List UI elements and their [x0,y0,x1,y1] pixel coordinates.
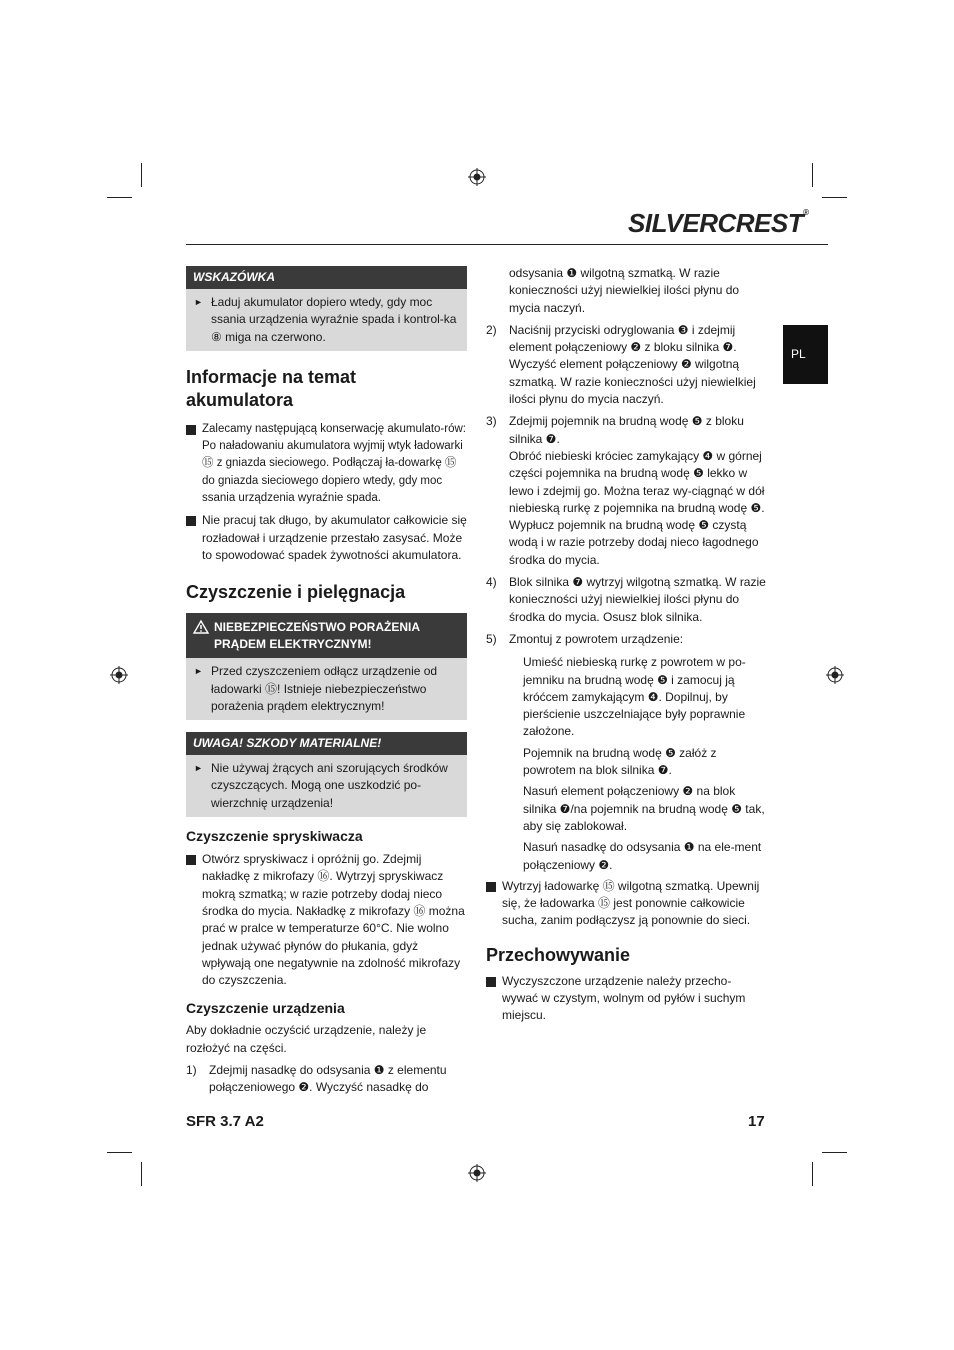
hint-box [186,266,467,351]
step-number: 3) [486,414,497,429]
danger-box [186,613,467,720]
section-title-storage: Przechowywanie [486,944,631,965]
crop-mark [822,1152,847,1153]
danger-title-row [186,613,467,658]
square-bullet-icon [186,516,196,526]
step3-text-a: Zdejmij pojemnik na brudną wodę ❺ z bloku silnika ❼. [509,414,744,446]
footer-model: SFR 3.7 A2 [186,1113,264,1130]
arrow-bullet-icon: ► [194,763,203,774]
step4-text: Blok silnika ❼ wytrzyj wilgotną szmatką. W razie konieczności użyj niewielkiej ilości płynu do środka do mycia. Osusz blok silnika. [509,575,766,624]
step2-text: Naciśnij przyciski odryglowania ❸ i zdejmij element połączeniowy ❷ z bloku silnika ❼. Wyczyść element połączeniowy ❷ wilgotną szmatką. W razie konieczności użyj niewielkiej ilości płynu do mycia naczyń. [509,322,756,407]
step5-paragraph-3: Nasuń element połączeniowy ❷ na blok silnika ❼/na pojemnik na brudną wodę ❺ tak, aby się zablokował. [523,784,765,833]
step5-text: Zmontuj z powrotem urządzenie: [509,631,684,646]
step5-paragraph-2: Pojemnik na brudną wodę ❺ załóż z powrotem na blok silnika ❼. [523,745,717,778]
danger-title: NIEBEZPIECZEŃSTWO PORAŻENIA PRĄDEM ELEKTRYCZNYM! [214,620,420,652]
registration-mark-icon [110,666,128,684]
language-tab [783,325,828,384]
registration-mark-icon [468,1164,486,1182]
section-title-battery: Informacje na temat akumulatora [186,366,357,410]
battery-bullet-1: Zalecamy następującą konserwację akumulato-rów: Po naładowaniu akumulatora wyjmij wtyk ładowarki ⑮ z gniazda sieciowego. Podłączaj ła-dowarkę ⑮ do gniazda sieciowego dopiero wtedy, gdy moc ssania urządzenia wyraźnie spada. [202,422,466,505]
square-bullet-icon [486,882,496,892]
subsection-title-device: Czyszczenie urządzenia [186,1000,345,1017]
caution-title: UWAGA! SZKODY MATERIALNE! [186,732,467,755]
step1-continued: odsysania ❶ wilgotną szmatką. W razie konieczności użyj niewielkiej ilości płynu do mycia naczyń. [509,266,740,315]
crop-mark [812,1162,813,1186]
hint-text: Ładuj akumulator dopiero wtedy, gdy moc ssania urządzenia wyraźnie spada i kontrol-ka ⑧ miga na czerwono. [211,295,457,344]
hint-title: WSKAZÓWKA [186,266,467,289]
right-column [486,265,766,1025]
caution-body [186,755,467,817]
registration-mark-icon [468,168,486,186]
hint-body [186,289,467,351]
brand-logo [628,208,809,239]
page-number: 17 [748,1113,765,1130]
registration-mark-icon [826,666,844,684]
step-number: 1) [186,1063,197,1078]
left-column [186,266,467,1097]
crop-mark [812,163,813,187]
danger-text: Przed czyszczeniem odłącz urządzenie od ładowarki ⑮! Istnieje niebezpieczeństwo porażenia prądem elektrycznym! [211,664,438,713]
step3-text-b: Obróć niebieski króciec zamykający ❹ w górnej części pojemnika na brudną wodę ❺ lekko w lewo i zdejmij go. Można teraz wy-ciągnąć w dół niebieską rurkę z pojemnika na brudną wodę ❺. Wypłucz pojemnik na brudną wodę ❺ czystą wodą i w razie potrzeby dodaj nieco łagodnego środka do mycia. [509,448,765,567]
crop-mark [822,197,847,198]
crop-mark [141,163,142,187]
storage-text: Wyczyszczone urządzenie należy przecho-wywać w czystym, wolnym od pyłów i suchym miejscu. [502,973,746,1023]
brand-registered-mark: ® [803,208,809,217]
step-number: 5) [486,631,497,646]
language-tab-label: PL [791,347,806,361]
square-bullet-icon [486,977,496,987]
section-title-cleaning: Czyszczenie i pielęgnacja [186,582,406,603]
step-number: 4) [486,575,497,590]
caution-box [186,732,467,817]
arrow-bullet-icon: ► [194,666,203,677]
battery-bullet-2: Nie pracuj tak długo, by akumulator całkowicie się rozładował i urządzenie przestało zasysać. Może to spowodować spadek żywotności akumulatora. [202,513,467,562]
device-intro: Aby dokładnie oczyścić urządzenie, należy je rozłożyć na części. [186,1023,427,1055]
crop-mark [107,1152,132,1153]
crop-mark [141,1162,142,1186]
charger-bullet: Wytrzyj ładowarkę ⑮ wilgotną szmatką. Upewnij się, że ładowarka ⑮ jest ponownie całkowicie sucha, zanim podłączysz ją ponownie do sieci. [502,878,760,928]
square-bullet-icon [186,425,196,435]
crop-mark [107,197,132,198]
square-bullet-icon [186,855,196,865]
caution-text: Nie używaj żrących ani szorujących środków czyszczących. Mogą one uszkodzić po-wierzchnię urządzenia! [211,761,448,810]
arrow-bullet-icon: ► [194,297,203,307]
sprayer-bullet: Otwórz spryskiwacz i opróżnij go. Zdejmij nakładkę z mikrofazy ⑯. Wytrzyj spryskiwacz mokrą szmatką; w razie potrzeby dodaj nieco środka do mycia. Nakładkę z mikrofazy ⑯ można prać w pralce w temperaturze 60°C. Nie wolno jednak używać płynów do płukania, gdyż wpływają one negatywnie na zdolność mikrofazy do czyszczenia. [202,852,465,988]
warning-triangle-icon [193,620,209,634]
step5-paragraph-1: Umieść niebieską rurkę z powrotem w po-jemniku na brudną wodę ❺ i zamocuj ją króćcem zamykającym ❹. Dopilnuj, by pierścienie uszczelniające były poprawnie założone. [523,655,746,739]
header-rule [186,244,828,245]
step-number: 2) [486,322,497,337]
brand-part-1: SILVER [628,208,718,238]
brand-part-2: CREST [717,208,804,238]
subsection-title-sprayer: Czyszczenie spryskiwacza [186,828,363,845]
danger-body [186,658,467,720]
step1-text: Zdejmij nasadkę do odsysania ❶ z elementu połączeniowego ❷. Wyczyść nasadkę do [209,1063,447,1095]
step5-paragraph-4: Nasuń nasadkę do odsysania ❶ na ele-ment połączeniowy ❷. [523,840,762,872]
